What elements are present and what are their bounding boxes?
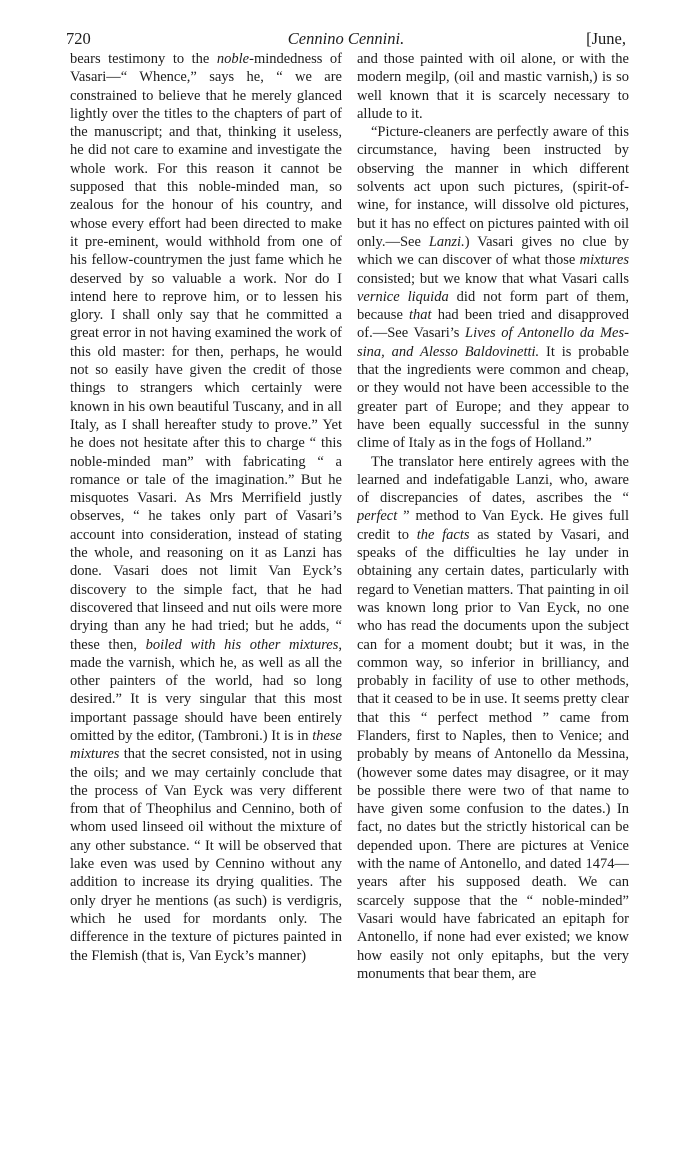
right-column — [357, 50, 629, 1080]
right-paragraph-3 — [357, 453, 629, 984]
text-run: The translator here entirely agrees with the learned and indefatigable Lanzi, who, aware of discrepancies of dates, ascribes the “ — [357, 453, 629, 507]
left-column — [70, 50, 342, 1080]
italic-run: Lives of Antonello da Messina, and Alesso Baldovinetti. — [357, 325, 629, 360]
italic-run: the facts — [416, 526, 470, 543]
text-run: bears testimony to the — [70, 51, 217, 67]
issue-date: [June, — [586, 29, 626, 48]
italic-run: noble — [216, 51, 250, 67]
italic-run: boiled with his other mixtures — [145, 636, 339, 653]
text-run: consisted; but we know that what Vasari calls — [357, 270, 629, 287]
text-run: -mindedness of Vasari—“ Whence,” says he, “ we are constrained to believe that he merely glanced lightly over the titles to the chapters of part of the manuscript; and that, thinking it useless, he did not care to examine and investigate the whole work. For this reason it cannot be supposed that this noble-minded man, so zealous for the honour of his country, and whose every effort had been directed to make it pre-eminent, would withhold from one of his fellow-countrymen the just fame which he deserved by so valuable a work. Nor do I intend here to reprove him, or to lessen his glory. I shall only say that he committed a great error in not having examined the work of this old master: for then, perhaps, he would not so easily have given the credit of those things to strangers which certainly were known in his own beautiful Tuscany, and in all Italy, as I shall hereafter study to prove.” Yet he does not hesitate after this to charge “ this noble-minded man” with fabricating “ a romance or tale of the imagination.” But he misquotes Vasari. As Mrs Merrifield justly observes, “ he takes only part of Vasari’s account into consideration, instead of stating the whole, and reasoning on it as Lanzi has done. Vasari does not limit Van Eyck’s discovery to the simple fact, that he had discovered that linseed and nut oils were more drying than any he had tried; but he adds, “ these then, — [70, 51, 342, 653]
left-paragraph-1 — [70, 50, 342, 965]
text-run: “Picture-cleaners are perfectly aware of this circumstance, having been instructed by observing the manner in which different solvents act upon such pictures, (spirit-of-wine, for instance, will dissolve old pictures, but it has no effect on pictures painted with oil only.—See — [357, 124, 629, 250]
right-paragraph-1: and those painted with oil alone, or with the modern megilp, (oil and mastic varnish,) is so well known that it is scarcely necessary to allude to it. — [357, 51, 629, 122]
running-header — [66, 28, 626, 50]
text-run: ” method to Van Eyck. He gives full credit to — [357, 508, 629, 543]
running-title: Cennino Cennini. — [287, 29, 405, 48]
text-run: did not form part of them, because — [357, 288, 629, 324]
right-paragraph-2 — [357, 123, 629, 452]
text-run: , made the varnish, which he, as well as all the other painters of the world, had so long desired.” It is very singular that this most important passage should have been entirely omitted by the editor, (Tambroni.) It is in — [70, 636, 342, 744]
italic-run: these mixtures — [70, 727, 342, 763]
italic-run: perfect — [357, 508, 398, 525]
text-run: as stated by Vasari, and speaks of the difficulties he lay under in obtaining any certain dates, particularly with regard to Venetian matters. That painting in oil was known long prior to Van Eyck, no one who has read the documents upon the subject can for a moment doubt; but it was, in the common way, so inferior in brilliancy, and probably in facility of use to other methods, that it ceased to be in use. It seems pretty clear that this “ perfect method ” came from Flanders, first to Naples, then to Venice; and probably by means of Antonello da Messina, (however some dates may disagree, or it may be possible there were two of that name to have given some confusion to the dates.) In fact, no dates but the strictly historical can be depended upon. There are pictures at Venice with the name of Antonello, and dated 1474—years after his supposed death. We can scarcely suppose that the “ noble-minded” Vasari would have fabricated an epitaph for Antonello, if none had ever existed; we know how easily not only epitaphs, but the very monuments that bear them, are — [357, 526, 629, 982]
text-run: It is probable that the ingredients were common and cheap, or they would not have been accessible to the greater part of Europe; and they appear to have been equally successful in the sunny clime of Italy as in the fogs of Holland.” — [357, 343, 629, 452]
text-run: that the secret consisted, not in using the oils; and we may certainly conclude that the process of Van Eyck was very different from that of Theophilus and Cennino, both of whom used linseed oil without the mixture of any other substance. “ It will be observed that lake even was used by Cennino without any addition to increase its drying qualities. The only dryer he mentions (as such) is verdigris, which he used for mordants only. The difference in the texture of pictures painted in the Flemish (that is, Van Eyck’s manner) — [70, 746, 342, 964]
italic-run: mixtures — [579, 252, 629, 269]
text-run: had been tried and disapproved of.—See Vasari’s — [357, 307, 629, 342]
page-number: 720 — [66, 29, 91, 48]
italic-run: Lanzi. — [428, 233, 465, 250]
text-run: ) Vasari gives no clue by which we can discover of what those — [357, 233, 629, 269]
italic-run: vernice liquida — [357, 288, 449, 305]
italic-run: that — [409, 307, 432, 324]
